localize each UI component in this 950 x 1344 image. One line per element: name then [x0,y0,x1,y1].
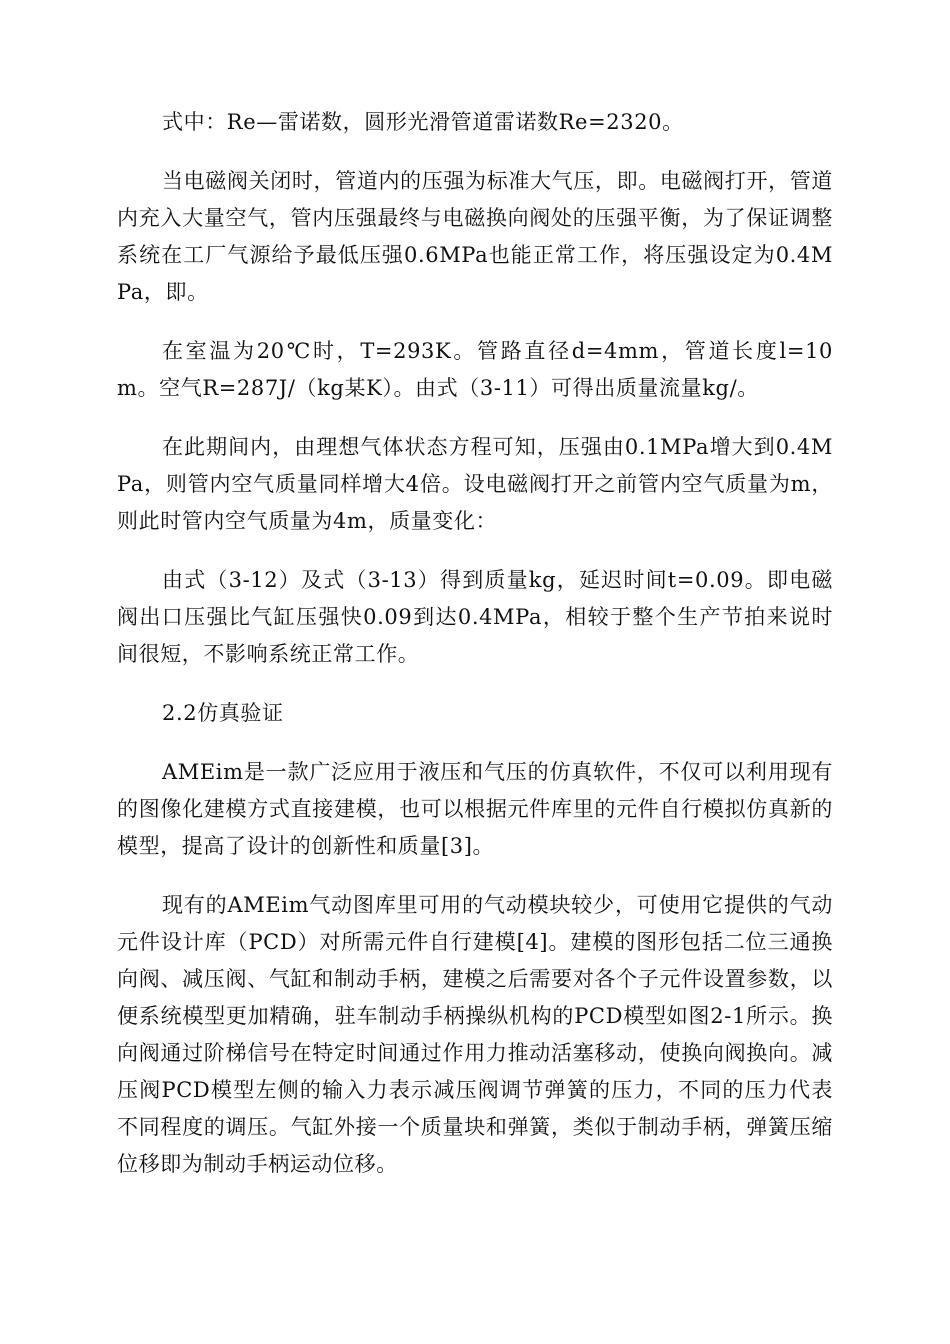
paragraph-pcd-model: 现有的AMEim气动图库里可用的气动模块较少，可使用它提供的气动元件设计库（PCD）对所需元件自行建模[4]。建模的图形包括二位三通换向阀、减压阀、气缸和制动手柄，建模之后需要对各个子元件设置参数，以便系统模型更加精确，驻车制动手柄操纵机构的PCD模型如图2-1所示。换向阀通过阶梯信号在特定时间通过作用力推动活塞移动，使换向阀换向。减压阀PCD模型左侧的输入力表示减压阀调节弹簧的压力，不同的压力代表不同程度的调压。气缸外接一个质量块和弹簧，类似于制动手柄，弹簧压缩位移即为制动手柄运动位移。 [117,893,833,1176]
paragraph-room-temperature: 在室温为20℃时，T=293K。管路直径d=4mm，管道长度l=10m。空气R=287J/（kg某K）。由式（3-11）可得出质量流量kg/。 [117,339,833,400]
paragraph-delay-time: 由式（3-12）及式（3-13）得到质量kg，延迟时间t=0.09。即电磁阀出口压强比气缸压强快0.09到达0.4MPa，相较于整个生产节拍来说时间很短，不影响系统正常工作。 [117,568,833,666]
section-heading: 2.2仿真验证 [162,701,284,725]
paragraph-ameim-intro: AMEim是一款广泛应用于液压和气压的仿真软件，不仅可以利用现有的图像化建模方式直接建模，也可以根据元件库里的元件自行模拟仿真新的模型，提高了设计的创新性和质量[3]。 [117,760,833,858]
document-page [117,104,833,1205]
paragraph-gas-state: 在此期间内，由理想气体状态方程可知，压强由0.1MPa增大到0.4MPa，则管内空气质量同样增大4倍。设电磁阀打开之前管内空气质量为m，则此时管内空气质量为4m，质量变化： [117,435,833,533]
paragraph-reynolds: 式中：Re—雷诺数，圆形光滑管道雷诺数Re=2320。 [162,110,684,134]
paragraph-valve-pressure: 当电磁阀关闭时，管道内的压强为标准大气压，即。电磁阀打开，管道内充入大量空气，管内压强最终与电磁换向阀处的压强平衡，为了保证调整系统在工厂气源给予最低压强0.6MPa也能正常工作，将压强设定为0.4MPa，即。 [117,169,833,304]
